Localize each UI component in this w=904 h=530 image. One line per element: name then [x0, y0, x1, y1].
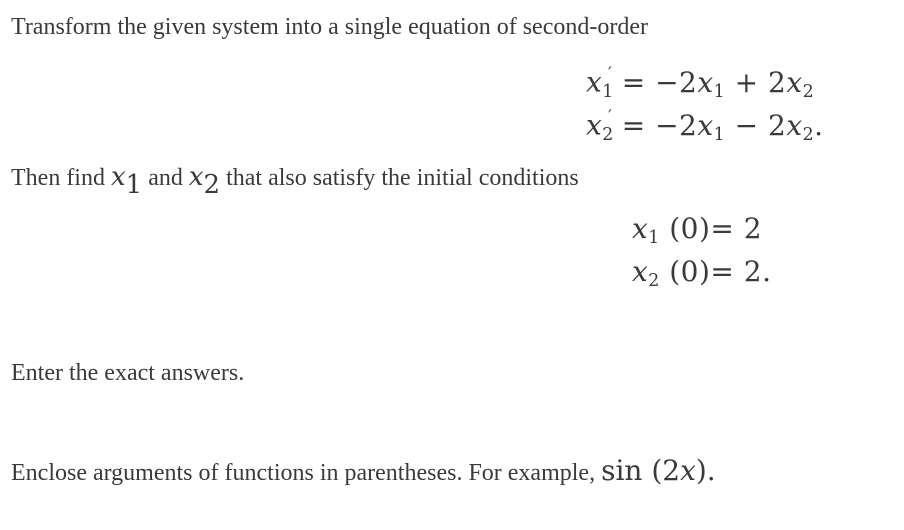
system-equation-2: $x_2' = -2x_1 - 2x_2$. — [586, 106, 824, 145]
then-find-text: Then find $x_1$ and $x_2$ that also satisfy the initial conditions — [11, 162, 579, 200]
system-equation-1: $x_1' = -2x_1 + 2x_2$ — [586, 63, 815, 102]
enter-exact-text: Enter the exact answers. — [11, 360, 245, 386]
eq1-rhs: = $-2x_1 + 2x_2$ — [621, 65, 815, 102]
initial-condition-1: $x_1$ (0)= 2 — [632, 212, 763, 249]
enclose-hint-text: Enclose arguments of functions in parentheses. For example, sin (2x). — [11, 454, 716, 487]
eq2-rhs: = $-2x_1 - 2x_2$. — [621, 108, 824, 145]
example-expression: sin (2x). — [601, 454, 716, 487]
initial-condition-2: $x_2$ (0)= 2. — [632, 255, 772, 292]
intro-text: Transform the given system into a single equation of second-order — [11, 14, 648, 40]
